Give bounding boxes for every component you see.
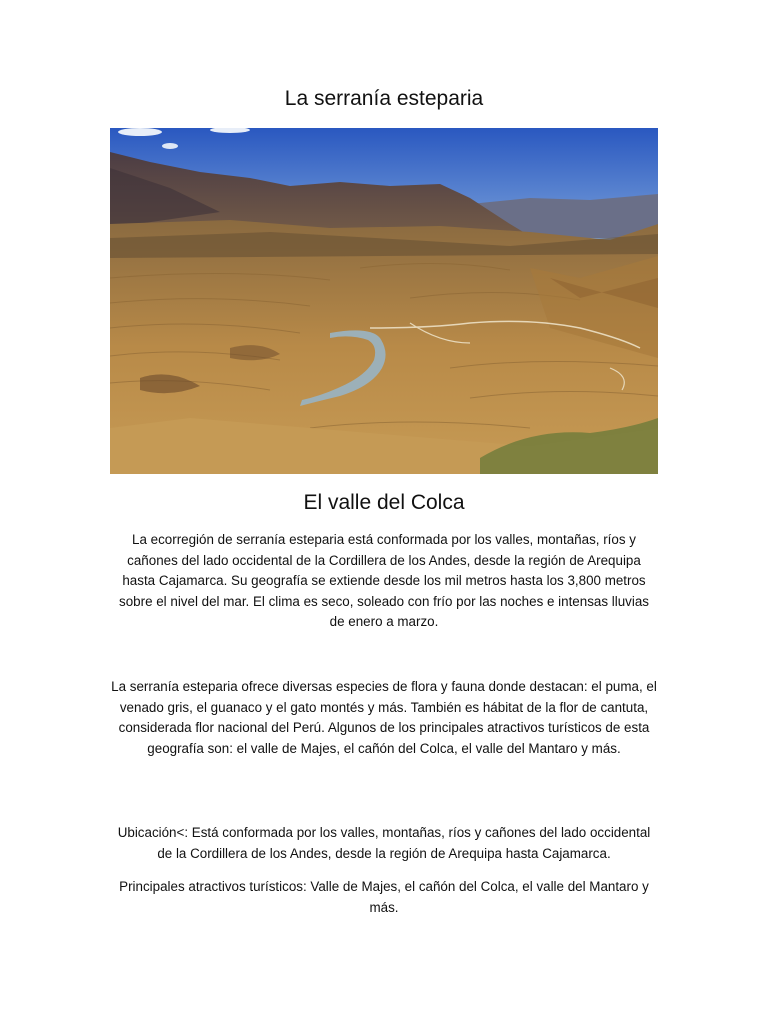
flora-fauna-paragraph: La serranía esteparia ofrece diversas especies de flora y fauna donde destacan: el puma, el venado gris, el guanaco y el gato montés y más. También es hábitat de la flor de cantuta, considerada flor nacional del Perú. Algunos de los principales atractivos turísticos de esta geografía son: el valle de Majes, el cañón del Colca, el valle del Mantaro y más. bbox=[111, 679, 657, 756]
section-heading: El valle del Colca bbox=[303, 491, 465, 514]
attractions-paragraph: Principales atractivos turísticos: Valle de Majes, el cañón del Colca, el valle del Mantaro y más. bbox=[119, 879, 649, 915]
colca-valley-photo bbox=[110, 128, 658, 474]
page-title: La serranía esteparia bbox=[284, 87, 484, 110]
intro-paragraph: La ecorregión de serranía esteparia está conformada por los valles, montañas, ríos y cañones del lado occidental de la Cordillera de los Andes, desde la región de Arequipa hasta Cajamarca. Su geografía se extiende desde los mil metros hasta los 3,800 metros sobre el nivel del mar. El clima es seco, soleado con frío por las noches e intensas lluvias de enero a marzo. bbox=[119, 532, 649, 630]
location-paragraph: Ubicación<: Está conformada por los valles, montañas, ríos y cañones del lado occidental de la Cordillera de los Andes, desde la región de Arequipa hasta Cajamarca. bbox=[117, 825, 651, 861]
